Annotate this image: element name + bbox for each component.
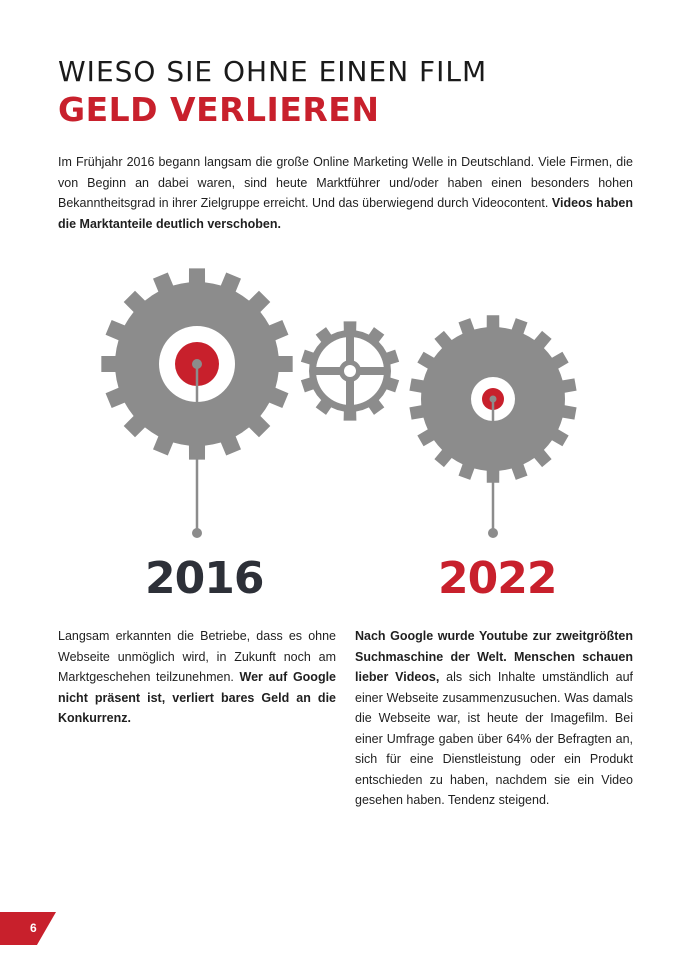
gear-left-icon xyxy=(101,268,292,538)
intro-paragraph xyxy=(58,152,633,234)
right-column-body: als sich Inhalte umständlich auf einer Webseite zusammenzusuchen. Was damals die Webseite war, ist heute der Imagefilm. Bei einer Umfrage gaben über 64% der Befragten an, sich für eine Dienstleistung oder ein Produkt entschieden zu haben, nachdem sie ein Video gesehen haben. Tendenz steigend. xyxy=(355,670,633,807)
gear-middle-icon xyxy=(301,321,399,420)
page-number: 6 xyxy=(30,921,37,935)
intro-bold: Videos haben die Marktanteile deutlich verschoben. xyxy=(58,196,633,231)
intro-text: Im Frühjahr 2016 begann langsam die große Online Marketing Welle in Deutschland. Viele Firmen, die von Beginn an dabei waren, sind heute Marktführer und/oder haben einen besonders hohen Bekanntheitsgrad in ihrer Zielgruppe erreicht. Und das überwiegend durch Videocontent. xyxy=(58,155,633,210)
right-column-text xyxy=(355,626,633,811)
left-column-bold: Wer auf Google nicht präsent ist, verliert bares Geld an die Konkurrenz. xyxy=(58,670,337,725)
left-column-body: Langsam erkannten die Betriebe, dass es ohne Webseite unmöglich wird, in Zukunft noch am Marktgeschehen teilzunehmen. xyxy=(58,629,336,684)
gear-right-icon xyxy=(409,315,576,538)
page-number-tab xyxy=(0,912,56,945)
year-2022: 2022 xyxy=(438,553,557,604)
gears-illustration xyxy=(0,260,691,550)
right-column-bold: Nach Google wurde Youtube zur zweitgrößten Suchmaschine der Welt. Menschen schauen lieber Videos, xyxy=(355,629,633,684)
heading-line-1: WIESO SIE OHNE EINEN FILM xyxy=(58,55,488,88)
heading-line-2: GELD VERLIEREN xyxy=(58,90,380,129)
left-column-text xyxy=(58,626,336,729)
year-2016: 2016 xyxy=(145,553,264,604)
